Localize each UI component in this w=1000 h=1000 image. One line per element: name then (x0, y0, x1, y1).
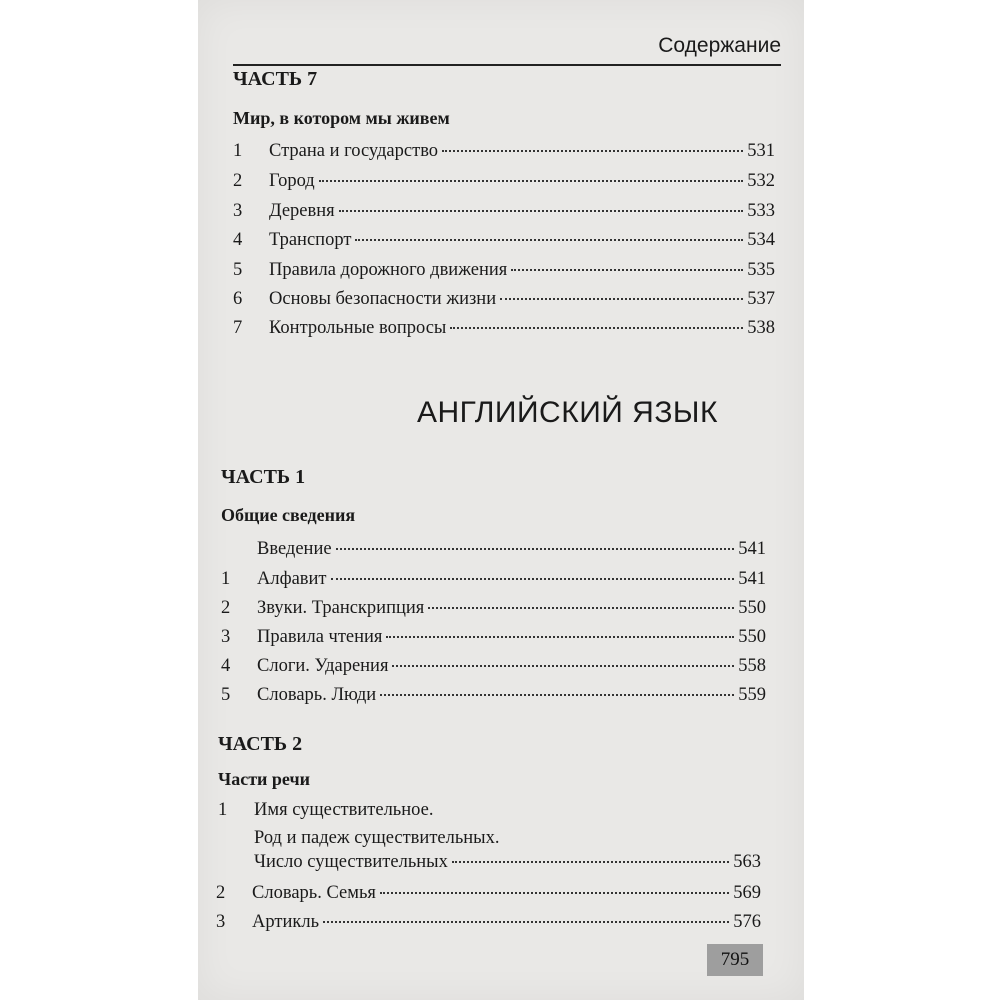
toc-title: Словарь. Люди (257, 685, 377, 705)
toc-entry[interactable] (233, 260, 775, 288)
toc-page: 541 (738, 539, 766, 559)
toc-title: Алфавит (257, 569, 327, 589)
toc-title: Артикль (252, 912, 320, 932)
dot-leader (380, 892, 729, 894)
toc-page: 563 (733, 852, 761, 872)
toc-page: 569 (733, 883, 761, 903)
toc-page: 559 (738, 685, 766, 705)
part-7-heading: ЧАСТЬ 7 (233, 68, 318, 90)
dot-leader (442, 150, 743, 152)
dot-leader (452, 861, 729, 863)
toc-entry[interactable] (233, 230, 775, 258)
toc-title: Город (269, 171, 315, 191)
toc-title: Деревня (269, 201, 335, 221)
toc-number: 6 (233, 289, 243, 309)
toc-title: Слоги. Ударения (257, 656, 389, 676)
dot-leader (319, 180, 744, 182)
toc-entry[interactable] (233, 171, 775, 199)
toc-entry[interactable] (233, 201, 775, 229)
toc-title: Транспорт (269, 230, 352, 250)
toc-entry[interactable] (233, 318, 775, 346)
toc-page: 558 (738, 656, 766, 676)
toc-entry[interactable] (221, 685, 766, 713)
toc-entry[interactable] (221, 539, 766, 567)
toc-entry[interactable] (221, 569, 766, 597)
toc-title: Число существительных (254, 852, 448, 872)
dot-leader (323, 921, 729, 923)
toc-page: 531 (747, 141, 775, 161)
toc-number: 1 (218, 800, 228, 820)
toc-page: 550 (738, 598, 766, 618)
toc-title: Правила чтения (257, 627, 383, 647)
dot-leader (380, 694, 734, 696)
toc-title: Правила дорожного движения (269, 260, 508, 280)
toc-number: 5 (233, 260, 243, 280)
dot-leader (500, 298, 743, 300)
part-1-subtitle: Общие сведения (221, 505, 356, 525)
toc-entry[interactable] (254, 852, 761, 880)
dot-leader (336, 548, 735, 550)
toc-title-line[interactable]: Имя существительное. (254, 800, 434, 820)
dot-leader (355, 239, 743, 241)
dot-leader (331, 578, 735, 580)
section-title: АНГЛИЙСКИЙ ЯЗЫК (417, 396, 718, 429)
toc-page: 535 (747, 260, 775, 280)
toc-entry[interactable] (216, 912, 761, 940)
toc-number: 1 (221, 569, 231, 589)
toc-title-line[interactable]: Род и падеж существительных. (254, 828, 500, 848)
part-2-subtitle: Части речи (218, 769, 310, 789)
toc-title: Звуки. Транскрипция (257, 598, 425, 618)
toc-entry[interactable] (221, 627, 766, 655)
toc-title: Введение (257, 539, 332, 559)
toc-page: 550 (738, 627, 766, 647)
toc-title: Контрольные вопросы (269, 318, 447, 338)
toc-number: 2 (221, 598, 231, 618)
toc-number: 4 (221, 656, 231, 676)
toc-number: 3 (216, 912, 226, 932)
dot-leader (428, 607, 734, 609)
toc-page: 541 (738, 569, 766, 589)
part-2-heading: ЧАСТЬ 2 (218, 733, 303, 755)
running-header: Содержание (233, 28, 781, 66)
toc-entry[interactable] (233, 141, 775, 169)
toc-entry[interactable] (233, 289, 775, 317)
dot-leader (386, 636, 734, 638)
toc-number: 5 (221, 685, 231, 705)
dot-leader (392, 665, 734, 667)
toc-page: 538 (747, 318, 775, 338)
toc-page: 537 (747, 289, 775, 309)
dot-leader (511, 269, 743, 271)
toc-title: Страна и государство (269, 141, 439, 161)
dot-leader (339, 210, 744, 212)
toc-title: Основы безопасности жизни (269, 289, 497, 309)
dot-leader (450, 327, 743, 329)
toc-number: 3 (221, 627, 231, 647)
toc-number: 1 (233, 141, 243, 161)
toc-entry[interactable] (221, 656, 766, 684)
toc-title: Словарь. Семья (252, 883, 376, 903)
toc-number: 4 (233, 230, 243, 250)
toc-entry[interactable] (221, 598, 766, 626)
page-number: 795 (707, 944, 763, 976)
part-7-subtitle: Мир, в котором мы живем (233, 108, 450, 128)
toc-entry[interactable] (216, 883, 761, 911)
toc-page: 532 (747, 171, 775, 191)
toc-number: 7 (233, 318, 243, 338)
toc-page: 576 (733, 912, 761, 932)
part-1-heading: ЧАСТЬ 1 (221, 466, 306, 488)
toc-page: 534 (747, 230, 775, 250)
toc-number: 2 (233, 171, 243, 191)
toc-page: 533 (747, 201, 775, 221)
toc-number: 3 (233, 201, 243, 221)
toc-number: 2 (216, 883, 226, 903)
